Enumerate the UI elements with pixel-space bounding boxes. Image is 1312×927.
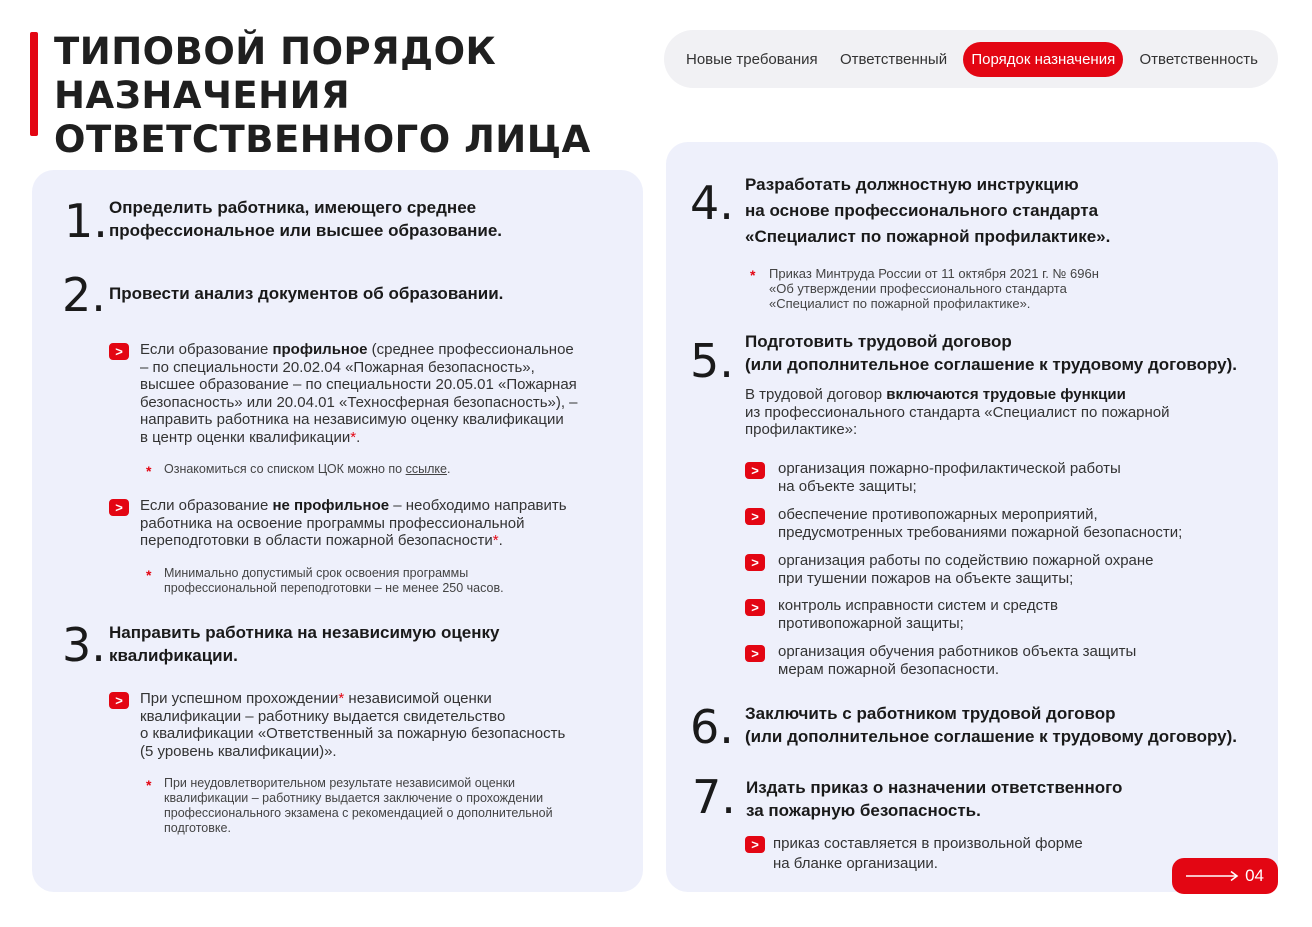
- tab-appointment-order[interactable]: Порядок назначения: [963, 42, 1123, 77]
- step-number: 7.: [692, 770, 736, 824]
- tab-liability[interactable]: Ответственность: [1139, 50, 1258, 68]
- step-heading: Заключить с работником трудовой договор (или дополнительное соглашение к трудовому договору).: [745, 704, 1238, 746]
- step-heading: Подготовить трудовой договор (или дополнительное соглашение к трудовому договору).: [745, 332, 1238, 374]
- chevron-right-icon: >: [745, 599, 765, 616]
- bullet-text: приказ составляется в произвольной форме на бланке организации.: [773, 835, 1083, 872]
- step-heading: Направить работника на независимую оценку квалификации.: [109, 623, 500, 665]
- page-number: 04: [1245, 866, 1264, 885]
- footnote: Ознакомиться со списком ЦОК можно по ссылке.: [164, 462, 451, 476]
- tab-new-requirements[interactable]: Новые требования: [686, 50, 818, 68]
- title-accent-bar: [30, 32, 38, 136]
- step-number: 4.: [690, 176, 734, 230]
- chevron-right-icon: >: [745, 645, 765, 662]
- list-item: контроль исправности систем и средств противопожарной защиты;: [778, 597, 1058, 632]
- step-number: 1.: [64, 194, 108, 248]
- footnote-star: *: [350, 428, 357, 446]
- chevron-right-icon: >: [109, 343, 129, 360]
- list-item: организация работы по содействию пожарной охране при тушении пожаров на объекте защиты;: [778, 552, 1154, 587]
- chevron-right-icon: >: [745, 462, 765, 479]
- next-page-button[interactable]: [1172, 858, 1278, 894]
- footnote-star: *: [492, 532, 499, 549]
- bullet-text: Если образование профильное (среднее профессиональное – по специальности 20.02.04 «Пожарная безопасность», высшее образование – по специальности 20.05.01 «Пожарная безопасность» или 20.04.01 «Техносферная безопасность»), – направить работника на независимую оценку квалификации в центр оценки квалификации*.: [140, 341, 578, 446]
- arrow-right-icon: [1186, 870, 1240, 882]
- chevron-right-icon: >: [745, 508, 765, 525]
- step-number: 2.: [62, 268, 106, 322]
- footnote-star: *: [750, 267, 756, 283]
- chevron-right-icon: >: [109, 692, 129, 709]
- cok-list-link[interactable]: ссылке: [405, 462, 447, 476]
- footnote: При неудовлетворительном результате независимой оценки квалификации – работнику выдается заключение о прохождении профессионального экзамена с рекомендацией о дополнительной подготовке.: [164, 776, 553, 835]
- steps-card-right: [666, 142, 1278, 892]
- chevron-right-icon: >: [745, 836, 765, 853]
- page-title-line: НАЗНАЧЕНИЯ: [54, 74, 351, 117]
- step-heading: Определить работника, имеющего среднее профессиональное или высшее образование.: [109, 198, 503, 240]
- step-number: 5.: [690, 334, 734, 388]
- list-item: обеспечение противопожарных мероприятий, предусмотренных требованиями пожарной безопасности;: [778, 506, 1183, 541]
- bullet-text: При успешном прохождении* независимой оценки квалификации – работнику выдается свидетельство о квалификации «Ответственный за пожарную безопасность (5 уровень квалификации)».: [140, 690, 566, 760]
- page-title-line: ТИПОВОЙ ПОРЯДОК: [54, 30, 497, 73]
- intro-text: В трудовой договор включаются трудовые функции из профессионального стандарта «Специалист по пожарной профилактике»:: [745, 386, 1170, 438]
- bullet-text: Если образование не профильное – необходимо направить работника на освоение программы профессиональной переподготовки в области пожарной безопасности*.: [140, 497, 567, 549]
- footnote-star: *: [338, 690, 345, 707]
- footnote-star: *: [146, 463, 152, 479]
- chevron-right-icon: >: [745, 554, 765, 571]
- page-title: [54, 30, 591, 162]
- steps-card-left: [32, 170, 643, 892]
- footnote-star: *: [146, 777, 152, 793]
- list-item: организация обучения работников объекта защиты мерам пожарной безопасности.: [778, 643, 1137, 678]
- footnote: Приказ Минтруда России от 11 октября 2021 г. № 696н «Об утверждении профессионального стандарта «Специалист по пожарной профилактике».: [769, 266, 1099, 311]
- step-number: 6.: [690, 700, 734, 754]
- list-item: организация пожарно-профилактической работы на объекте защиты;: [778, 460, 1121, 495]
- step-heading: Издать приказ о назначении ответственного за пожарную безопасность.: [746, 778, 1123, 820]
- section-nav: [664, 30, 1278, 88]
- tab-responsible[interactable]: Ответственный: [839, 50, 948, 68]
- step-heading: Разработать должностную инструкцию на основе профессионального стандарта «Специалист по пожарной профилактике».: [745, 175, 1111, 246]
- page-title-line: ОТВЕТСТВЕННОГО ЛИЦА: [54, 118, 591, 161]
- step-heading: Провести анализ документов об образовании.: [109, 284, 504, 303]
- footnote-star: *: [146, 567, 152, 583]
- chevron-right-icon: >: [109, 499, 129, 516]
- step-number: 3.: [62, 618, 106, 672]
- footnote: Минимально допустимый срок освоения программы профессиональной переподготовки – не менее 250 часов.: [164, 566, 504, 595]
